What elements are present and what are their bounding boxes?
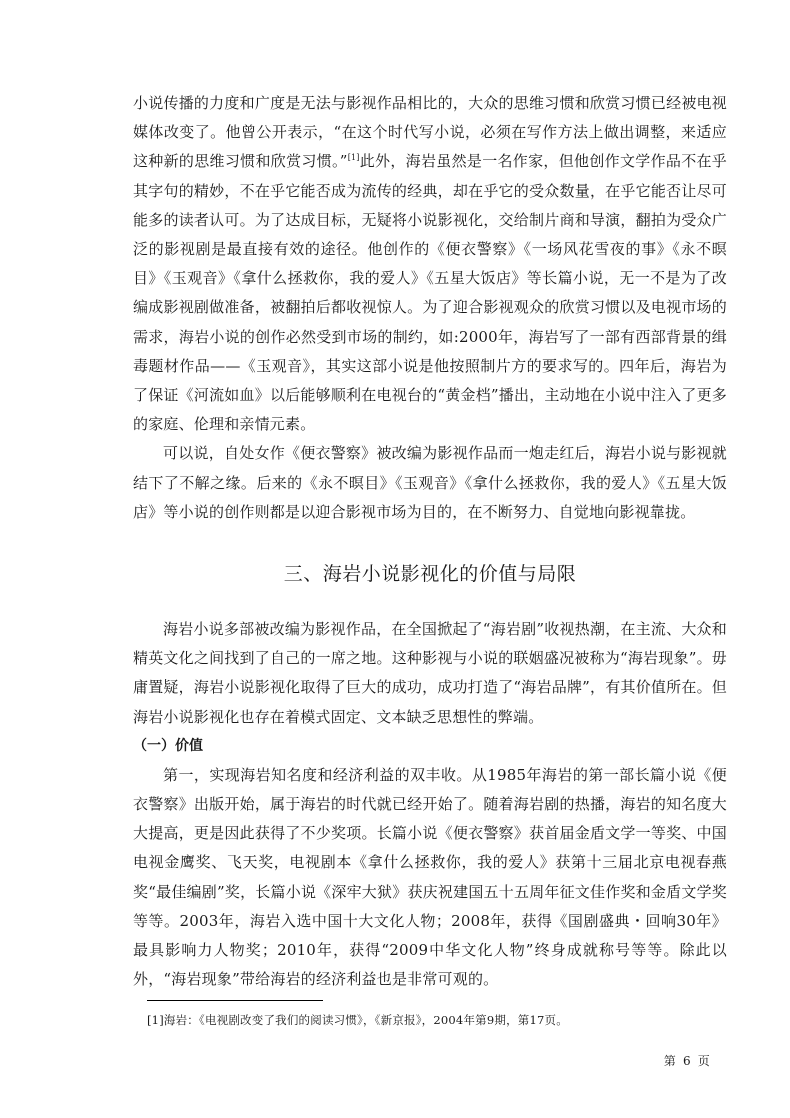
footnote: [1]海岩：《电视剧改变了我们的阅读习惯》，《新京报》，2004年第9期，第17页。 <box>147 1013 568 1027</box>
section-title: 三、海岩小说影视化的价值与局限 <box>283 563 577 585</box>
paragraph-2: 可以说，自处女作《便衣警察》被改编为影视作品而一炮走红后，海岩小说与影视就结下了不解之缘。后来的《永不暝目》《玉观音》《拿什么拯救你，我的爱人》《五星大饭店》等小说的创作则都是以迎合影视市场为目的，在不断努力、自觉地向影视靠拢。 <box>133 444 727 521</box>
body-text-section <box>133 615 727 994</box>
page-number: 第 6 页 <box>663 1054 710 1068</box>
body-text-top <box>133 89 727 527</box>
section-paragraph-2: 第一，实现海岩知名度和经济利益的双丰收。从1985年海岩的第一部长篇小说《便衣警察》出版开始，属于海岩的时代就已经开始了。随着海岩剧的热播，海岩的知名度大大提高，更是因此获得了不少奖项。长篇小说《便衣警察》获首届金盾文学一等奖、中国电视金鹰奖、飞天奖，电视剧本《拿什么拯救你，我的爱人》获第十三届北京电视春燕奖“最佳编剧”奖，长篇小说《深牢大狱》获庆祝建国五十五周年征文佳作奖和金盾文学奖等等。2003年，海岩入选中国十大文化人物；2008年，获得《国剧盛典・回响30年》最具影响力人物奖；2010年，获得“2009中华文化人物”终身成就称号等等。除此以外，“海岩现象”带给海岩的经济利益也是非常可观的。 <box>133 765 727 989</box>
footnote-divider <box>147 1000 323 1001</box>
section-intro-paragraph: 海岩小说多部被改编为影视作品，在全国掀起了“海岩剧”收视热潮，在主流、大众和精英文化之间找到了自己的一席之地。这种影视与小说的联姻盛况被称为“海岩现象”。毋庸置疑，海岩小说影视化取得了巨大的成功，成功打造了“海岩品牌”，有其价值所在。但海岩小说影视化也存在着模式固定、文本缺乏思想性的弊端。 <box>133 620 727 726</box>
paragraph-1: 小说传播的力度和广度是无法与影视作品相比的，大众的思维习惯和欣赏习惯已经被电视媒体改变了。他曾公开表示，“在这个时代写小说，必须在写作方法上做出调整，来适应这种新的思维习惯和欣赏习惯。”[1]此外，海岩虽然是一名作家，但他创作文学作品不在乎其字句的精妙，不在乎它能否成为流传的经典，却在乎它的受众数量，在乎它能否让尽可能多的读者认可。为了达成目标，无疑将小说影视化，交给制片商和导演，翻拍为受众广泛的影视剧是最直接有效的途径。他创作的《便衣警察》《一场风花雪夜的事》《永不暝目》《玉观音》《拿什么拯救你，我的爱人》《五星大饭店》等长篇小说，无一不是为了改编成影视剧做准备，被翻拍后都收视惊人。为了迎合影视观众的欣赏习惯以及电视市场的需求，海岩小说的创作必然受到市场的制约，如:2000年，海岩写了一部有西部背景的缉毒题材作品——《玉观音》，其实这部小说是他按照制片方的要求写的。四年后，海岩为了保证《河流如血》以后能够顺利在电视台的“黄金档”播出，主动地在小说中注入了更多的家庭、伦理和亲情元素。 <box>133 94 728 434</box>
footnote-ref[interactable]: [1] <box>347 153 360 163</box>
subheading-value: （一）价值 <box>133 737 203 754</box>
